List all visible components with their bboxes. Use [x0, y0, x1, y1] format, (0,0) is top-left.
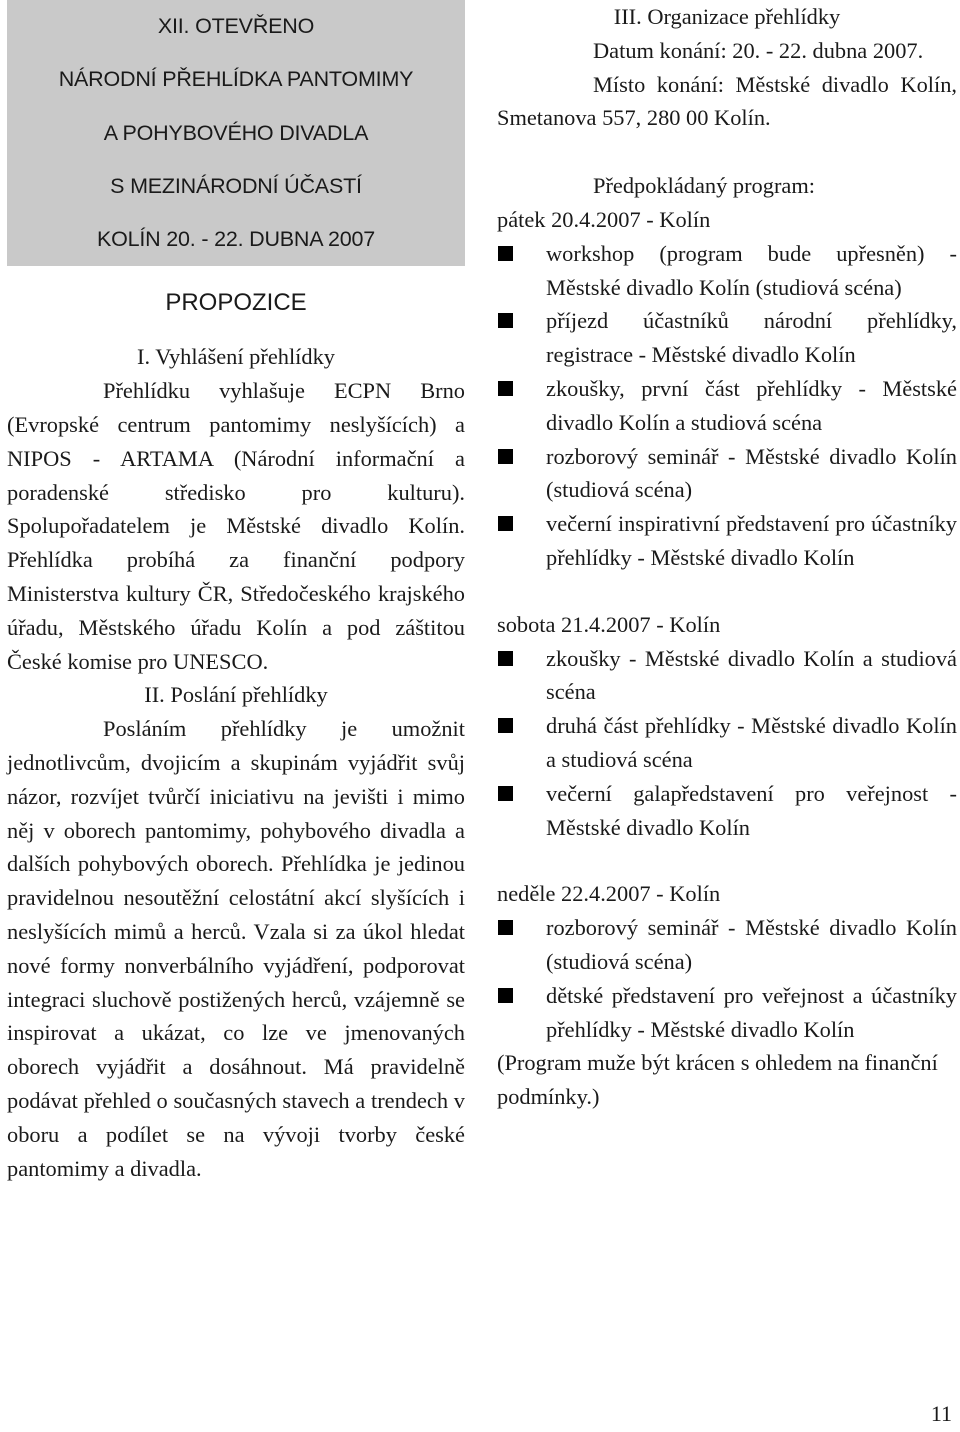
day-label: sobota 21.4.2007 - Kolín — [497, 611, 721, 637]
bullet-icon — [498, 651, 513, 666]
list-item: druhá část přehlídky - Městské divadlo Kolín a studiová scéna — [497, 709, 957, 777]
bullet-icon — [498, 920, 513, 935]
list-item: rozborový seminář - Městské divadlo Kolín (studiová scéna) — [497, 440, 957, 508]
section2-text: Posláním přehlídky je umožnit jednotlivcům, dvojicím a skupinám vyjádřit svůj názor, rozvíjet tvůrčí iniciativu na jevišti i mimo něj v oborech pantomimy, pohybového divadla a dalších pohybových oborech. Přehlídka je jedinou pravidelnou nesoutěžní celostátní akcí slyšících i neslyšících mimů a herců. Vzala si za úkol hledat nové formy nonverbálního vyjádření, podporovat integraci sluchově postižených herců, vzájemně se inspirovat a ukázat, co lze ve jmenovaných oborech vyjádřit a dosáhnout. Má pravidelně podávat přehled o současných stavech a trendech v oboru a podílet se na vývoji tvorby české pantomimy a divadla. — [7, 716, 465, 1181]
list-item: zkoušky, první část přehlídky - Městské divadlo Kolín a studiová scéna — [497, 372, 957, 440]
list-item: večerní galapředstavení pro veřejnost - Městské divadlo Kolín — [497, 777, 957, 845]
program-list — [497, 237, 957, 575]
day-label: neděle 22.4.2007 - Kolín — [497, 881, 721, 907]
bullet-icon — [498, 449, 513, 464]
bullet-icon — [498, 786, 513, 801]
bullet-icon — [498, 313, 513, 328]
list-item: rozborový seminář - Městské divadlo Kolín (studiová scéna) — [497, 911, 957, 979]
header-line: XII. OTEVŘENO — [157, 14, 315, 38]
list-item: příjezd účastníků národní přehlídky, registrace - Městské divadlo Kolín — [497, 304, 957, 372]
day-label: pátek 20.4.2007 - Kolín — [497, 206, 711, 232]
list-item: dětské představení pro veřejnost a účastníky přehlídky - Městské divadlo Kolín — [497, 979, 957, 1047]
organization-place: Místo konání: Městské divadlo Kolín, Smetanova 557, 280 00 Kolín. — [497, 71, 957, 131]
program-list — [497, 911, 957, 1046]
program-note: (Program muže být krácen s ohledem na finanční podmínky.) — [497, 1050, 938, 1110]
section1-text: Přehlídku vyhlašuje ECPN Brno (Evropské centrum pantomimy neslyšících) a NIPOS - ARTAMA (Národní informační a poradenské středisko pro kulturu). Spolupořadatelem je Městské divadlo Kolín. Přehlídka probíhá za finanční podpory Ministerstva kultury ČR, Středočeského krajského úřadu, Městského úřadu Kolín a pod záštitou České komise pro UNESCO. — [7, 378, 465, 674]
header-line: NÁRODNÍ PŘEHLÍDKA PANTOMIMY — [58, 67, 414, 92]
page-title: PROPOZICE — [165, 289, 307, 317]
header-line: A POHYBOVÉHO DIVADLA — [103, 120, 369, 145]
right-column — [497, 0, 957, 1114]
page-number: 11 — [930, 1401, 952, 1426]
bullet-icon — [498, 718, 513, 733]
bullet-icon — [498, 246, 513, 261]
organization-date: Datum konání: 20. - 22. dubna 2007. — [593, 37, 924, 63]
section3-heading: III. Organizace přehlídky — [613, 4, 841, 29]
bullet-icon — [498, 516, 513, 531]
header-line: KOLÍN 20. - 22. DUBNA 2007 — [96, 227, 376, 252]
section2-heading: II. Poslání přehlídky — [144, 682, 328, 708]
left-column — [7, 0, 465, 1185]
list-item: večerní inspirativní představení pro účastníky přehlídky - Městské divadlo Kolín — [497, 507, 957, 575]
bullet-icon — [498, 381, 513, 396]
header-line: S MEZINÁRODNÍ ÚČASTÍ — [110, 173, 362, 198]
bullet-icon — [498, 988, 513, 1003]
list-item: zkoušky - Městské divadlo Kolín a studiová scéna — [497, 642, 957, 710]
program-label: Předpokládaný program: — [593, 173, 815, 199]
header-box — [7, 0, 465, 266]
section1-heading: I. Vyhlášení přehlídky — [137, 344, 335, 370]
list-item: workshop (program bude upřesněn) - Městské divadlo Kolín (studiová scéna) — [497, 237, 957, 305]
program-list — [497, 642, 957, 845]
